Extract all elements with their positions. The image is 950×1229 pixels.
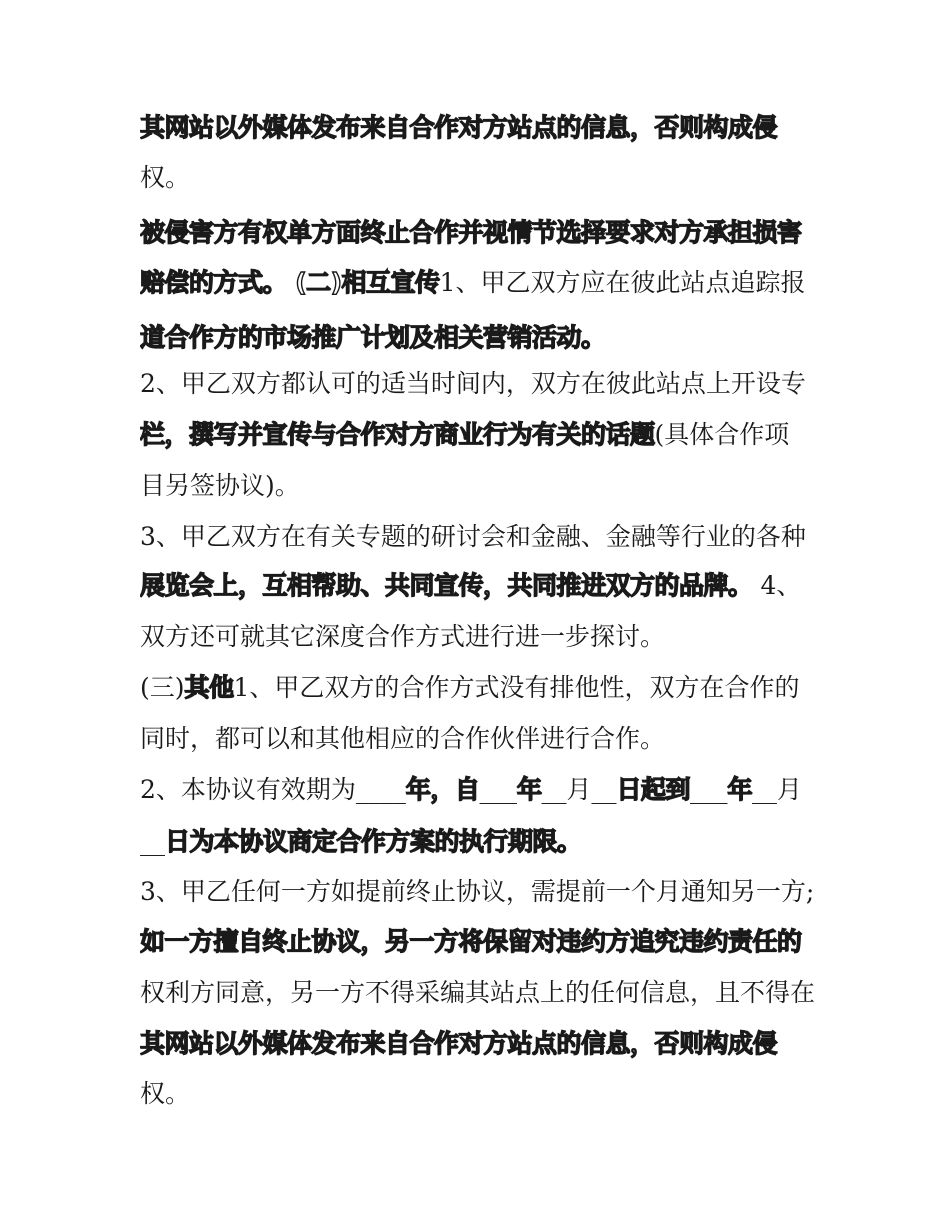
text-line [140, 872, 830, 912]
text-segment: 权。 [140, 1079, 191, 1108]
outlined-text-segment: 其网站以外媒体发布来自合作对方站点的信息，否则构成侵 [140, 113, 778, 142]
outlined-text-segment: 年 [727, 775, 752, 804]
text-line [140, 517, 830, 557]
text-line [140, 770, 830, 810]
outlined-text-segment: 年 [516, 775, 542, 804]
text-line [140, 1074, 830, 1114]
text-segment: 目另签协议)。 [140, 471, 300, 500]
text-segment: 权。 [140, 163, 191, 192]
outlined-text-segment: 赔偿的方式。 (二)相互宣传 [140, 268, 440, 297]
text-segment: 3、甲乙双方在有关专题的研讨会和金融、金融等行业的各种 [140, 522, 806, 551]
text-segment: (具体合作项 [654, 420, 790, 449]
text-segment: 4、 [752, 571, 802, 600]
text-line [140, 668, 830, 708]
text-segment: 1、甲乙双方的合作方式没有排他性，双方在合作的 [233, 673, 800, 702]
text-line [140, 364, 830, 404]
text-line [140, 108, 830, 148]
text-segment: ___ [479, 775, 517, 804]
text-line [140, 822, 830, 862]
text-line [140, 213, 830, 253]
text-segment: 2、甲乙双方都认可的适当时间内，双方在彼此站点上开设专 [140, 369, 806, 398]
text-line [140, 973, 830, 1013]
text-line [140, 158, 830, 198]
text-line [140, 263, 830, 303]
outlined-text-segment: 被侵害方有权单方面终止合作并视情节选择要求对方承担损害 [140, 218, 802, 247]
text-segment: 1、甲乙双方应在彼此站点追踪报 [439, 268, 806, 297]
text-line [140, 566, 830, 606]
text-line [140, 415, 830, 455]
text-segment: ___ [689, 775, 728, 804]
outlined-text-segment: 如一方擅自终止协议，另一方将保留对违约方追究违约责任的 [140, 927, 802, 956]
outlined-text-segment: 道合作方的市场推广计划及相关营销活动。 [140, 323, 606, 352]
text-segment: 2、本协议有效期为____ [140, 775, 406, 804]
outlined-text-segment: 其他 [184, 673, 234, 702]
outlined-text-segment: 日起到 [616, 775, 690, 804]
outlined-text-segment: 展览会上，互相帮助、共同宣传，共同推进双方的品牌。 [140, 571, 753, 600]
text-segment: (三) [140, 673, 185, 702]
text-segment: 同时，都可以和其他相应的合作伙伴进行合作。 [140, 724, 666, 753]
text-segment: 权利方同意，另一方不得采编其站点上的任何信息，且不得在 [140, 978, 816, 1007]
text-segment: __月 [752, 775, 803, 804]
text-segment: __月__ [541, 775, 617, 804]
text-line [140, 1024, 830, 1064]
outlined-text-segment: 年，自 [405, 775, 480, 804]
text-segment: 双方还可就其它深度合作方式进行进一步探讨。 [140, 622, 666, 651]
outlined-text-segment: 其网站以外媒体发布来自合作对方站点的信息，否则构成侵 [140, 1029, 778, 1058]
text-line [140, 318, 830, 358]
text-line [140, 922, 830, 962]
text-line [140, 466, 830, 506]
text-segment: __ [140, 827, 165, 856]
outlined-text-segment: 日为本协议商定合作方案的执行期限。 [165, 827, 582, 856]
text-segment: 3、甲乙任何一方如提前终止协议，需提前一个月通知另一方; [140, 877, 815, 906]
text-line [140, 719, 830, 759]
outlined-text-segment: 栏，撰写并宣传与合作对方商业行为有关的话题 [140, 420, 655, 449]
text-line [140, 617, 830, 657]
